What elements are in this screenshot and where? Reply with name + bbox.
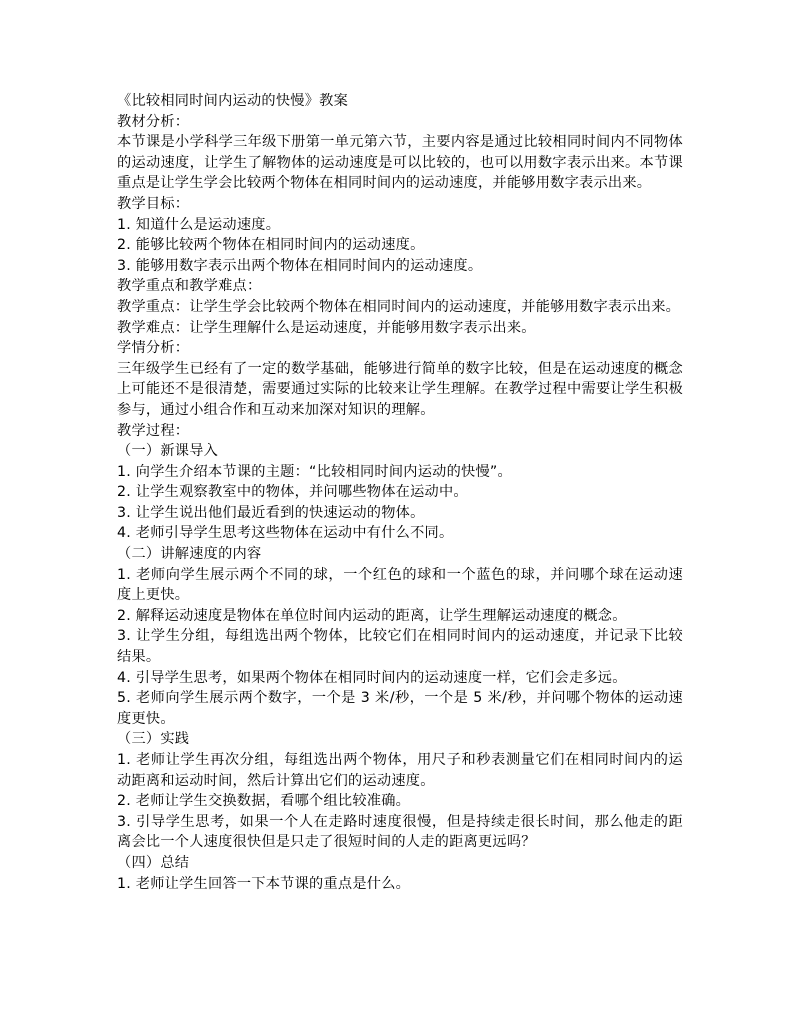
difficult-point-paragraph: 教学难点：让学生理解什么是运动速度，并能够用数字表示出来。 [117,319,536,336]
list-item: 2. 老师让学生交换数据，看哪个组比较准确。 [117,793,411,810]
goal-item: 3. 能够用数字表示出两个物体在相同时间内的运动速度。 [117,257,483,274]
list-item: 3. 引导学生思考，如果一个人在走路时速度很慢，但是持续走很长时间，那么他走的距离会比一个人速度很快但是只走了很短时间的人走的距离更远吗？ [117,813,683,851]
document-title: 《比较相同时间内运动的快慢》教案 [117,93,349,109]
list-item: 2. 解释运动速度是物体在单位时间内运动的距离，让学生理解运动速度的概念。 [117,607,627,624]
list-item: 3. 让学生说出他们最近看到的快速运动的物体。 [117,504,425,521]
section-heading-key-points: 教学重点和教学难点： [117,278,262,295]
part4-heading: （四）总结 [117,854,190,871]
list-item: 2. 让学生观察教室中的物体，并问哪些物体在运动中。 [117,484,468,501]
material-analysis-paragraph: 本节课是小学科学三年级下册第一单元第六节，主要内容是通过比较相同时间内不同物体的运动速度，让学生了解物体的运动速度是可以比较的，也可以用数字表示出来。本节课重点是让学生学会比较两个物体在相同时间内的运动速度，并能够用数字表示出来。 [117,134,683,192]
list-item: 5. 老师向学生展示两个数字，一个是 3 米/秒，一个是 5 米/秒，并问哪个物体的运动速度更快。 [117,690,683,727]
section-heading-process: 教学过程： [117,422,190,439]
section-heading-students: 学情分析： [117,340,190,357]
list-item: 1. 老师让学生再次分组，每组选出两个物体，用尺子和秒表测量它们在相同时间内的运动距离和运动时间，然后计算出它们的运动速度。 [117,752,683,789]
students-analysis-paragraph: 三年级学生已经有了一定的数学基础，能够进行简单的数字比较，但是在运动速度的概念上可能还不是很清楚，需要通过实际的比较来让学生理解。在教学过程中需要让学生积极参与，通过小组合作和互动来加深对知识的理解。 [117,360,683,418]
section-heading-goals: 教学目标： [117,195,190,212]
section-heading-material: 教材分析： [117,113,190,130]
list-item: 1. 老师让学生回答一下本节课的重点是什么。 [117,875,411,892]
part1-heading: （一）新课导入 [117,443,219,460]
part2-heading: （二）讲解速度的内容 [117,546,262,563]
list-item: 1. 向学生介绍本节课的主题：“比较相同时间内运动的快慢”。 [117,463,512,480]
key-point-paragraph: 教学重点：让学生学会比较两个物体在相同时间内的运动速度，并能够用数字表示出来。 [117,298,681,315]
document-page [117,91,683,894]
list-item: 1. 老师向学生展示两个不同的球，一个红色的球和一个蓝色的球，并问哪个球在运动速度上更快。 [117,566,683,604]
part3-heading: （三）实践 [117,731,190,748]
list-item: 4. 引导学生思考，如果两个物体在相同时间内的运动速度一样，它们会走多远。 [117,669,627,686]
list-item: 4. 老师引导学生思考这些物体在运动中有什么不同。 [117,525,454,542]
goal-item: 2. 能够比较两个物体在相同时间内的运动速度。 [117,237,425,254]
list-item: 3. 让学生分组，每组选出两个物体，比较它们在相同时间内的运动速度，并记录下比较结果。 [117,628,683,666]
goal-item: 1. 知道什么是运动速度。 [117,216,281,233]
